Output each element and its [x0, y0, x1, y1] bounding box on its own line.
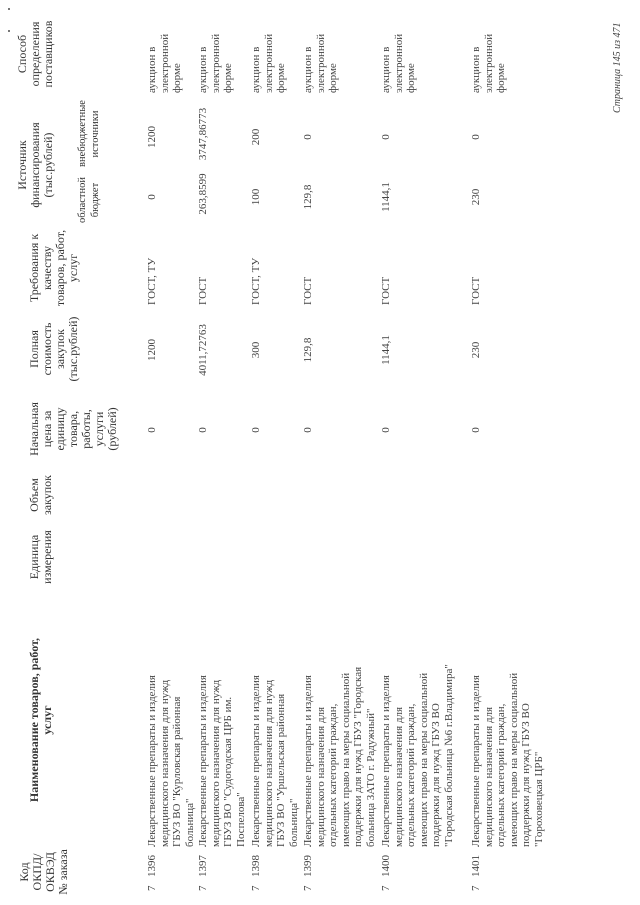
- row-start-price: 0: [302, 427, 314, 433]
- header-method: Способ определения поставщиков: [15, 20, 55, 88]
- row-number: 1400: [380, 855, 392, 877]
- row-method: аукцион в электронной форме: [302, 33, 339, 93]
- row-quality: ГОСТ: [302, 276, 314, 305]
- row-quality: ГОСТ: [197, 276, 209, 305]
- header-code: Код ОКПД/ ОКВЭД № заказа: [17, 849, 70, 895]
- row-full-cost: 230: [470, 341, 482, 359]
- header-funding: Источник финансирования (тыс.рублей): [15, 122, 55, 208]
- row-number: 1396: [146, 855, 158, 877]
- scan-speck: [8, 30, 10, 32]
- row-method: аукцион в электронной форме: [250, 33, 287, 93]
- row-regional: 1144,1: [380, 182, 392, 212]
- row-method: аукцион в электронной форме: [146, 33, 183, 93]
- row-start-price: 0: [470, 427, 482, 433]
- row-regional: 230: [470, 188, 482, 206]
- row-extra: 200: [250, 128, 262, 146]
- row-name: Лекарственные препараты и изделия медицинского назначения для отдельных категорий граждан, имеющих право на меры социальной поддержки для нужд ГБУЗ "Городская больница ЗАТО г. Радужный": [302, 666, 377, 847]
- header-funding-extra: внебюджетные источники: [77, 100, 101, 167]
- row-code: 7: [380, 885, 392, 891]
- row-name: Лекарственные препараты и изделия медицинского назначения для нужд ГБУЗ ВО "Судогодская ЦРБ им. Поспелова": [197, 675, 247, 847]
- row-full-cost: 1144,1: [380, 335, 392, 365]
- page-footer: Страница 145 из 471: [612, 22, 623, 113]
- row-full-cost: 129,8: [302, 337, 314, 363]
- header-funding-regional: областной бюджет: [77, 177, 101, 223]
- row-method: аукцион в электронной форме: [380, 33, 417, 93]
- row-extra: 3747,86773: [197, 107, 209, 161]
- row-number: 1397: [197, 855, 209, 877]
- row-extra: 0: [302, 134, 314, 140]
- row-start-price: 0: [380, 427, 392, 433]
- row-number: 1399: [302, 855, 314, 877]
- row-method: аукцион в электронной форме: [470, 33, 507, 93]
- header-name: Наименование товаров, работ, услуг: [27, 637, 54, 803]
- row-code: 7: [302, 885, 314, 891]
- row-start-price: 0: [146, 427, 158, 433]
- row-extra: 0: [470, 134, 482, 140]
- row-quality: ГОСТ: [380, 276, 392, 305]
- row-regional: 129,8: [302, 184, 314, 210]
- row-name: Лекарственные препараты и изделия медицинского назначения для отдельных категорий граждан, имеющих право на меры социальной поддержки для нужд ГБУЗ ВО "Гороховецкая ЦРБ": [470, 672, 545, 847]
- row-number: 1401: [470, 855, 482, 877]
- row-quality: ГОСТ: [470, 276, 482, 305]
- row-name: Лекарственные препараты и изделия медицинского назначения для нужд ГБУЗ ВО "Уршельская районная больница": [250, 675, 300, 847]
- row-name: Лекарственные препараты и изделия медицинского назначения для нужд ГБУЗ ВО "Курловская районная больница": [146, 675, 196, 847]
- row-full-cost: 300: [250, 341, 262, 359]
- row-full-cost: 4011,72763: [197, 324, 209, 376]
- header-full-cost: Полная стоимость закупок (тыс.рублей): [27, 316, 80, 382]
- row-code: 7: [197, 885, 209, 891]
- row-start-price: 0: [197, 427, 209, 433]
- header-unit: Единица измерения: [27, 530, 54, 584]
- header-quality: Требования к качеству товаров, работ, услуг: [27, 229, 80, 307]
- row-name: Лекарственные препараты и изделия медицинского назначения для отдельных категорий граждан, имеющих право на меры социальной поддержки для нужд ГБУЗ ВО "Городская больница №6 г.Владимира": [380, 664, 455, 847]
- row-number: 1398: [250, 855, 262, 877]
- row-start-price: 0: [250, 427, 262, 433]
- row-extra: 0: [380, 134, 392, 140]
- row-regional: 263,8599: [197, 173, 209, 215]
- header-start-price: Начальная цена за единицу товара, работы, услуги (рублей): [27, 402, 119, 456]
- row-code: 7: [250, 885, 262, 891]
- header-volume: Объем закупок: [27, 475, 54, 515]
- row-quality: ГОСТ, ТУ: [146, 257, 158, 305]
- row-code: 7: [146, 885, 158, 891]
- row-quality: ГОСТ, ТУ: [250, 257, 262, 305]
- row-full-cost: 1200: [146, 339, 158, 361]
- row-method: аукцион в электронной форме: [197, 33, 234, 93]
- row-extra: 1200: [146, 126, 158, 148]
- row-code: 7: [470, 885, 482, 891]
- row-regional: 0: [146, 194, 158, 200]
- row-regional: 100: [250, 188, 262, 206]
- scan-speck: [8, 8, 10, 10]
